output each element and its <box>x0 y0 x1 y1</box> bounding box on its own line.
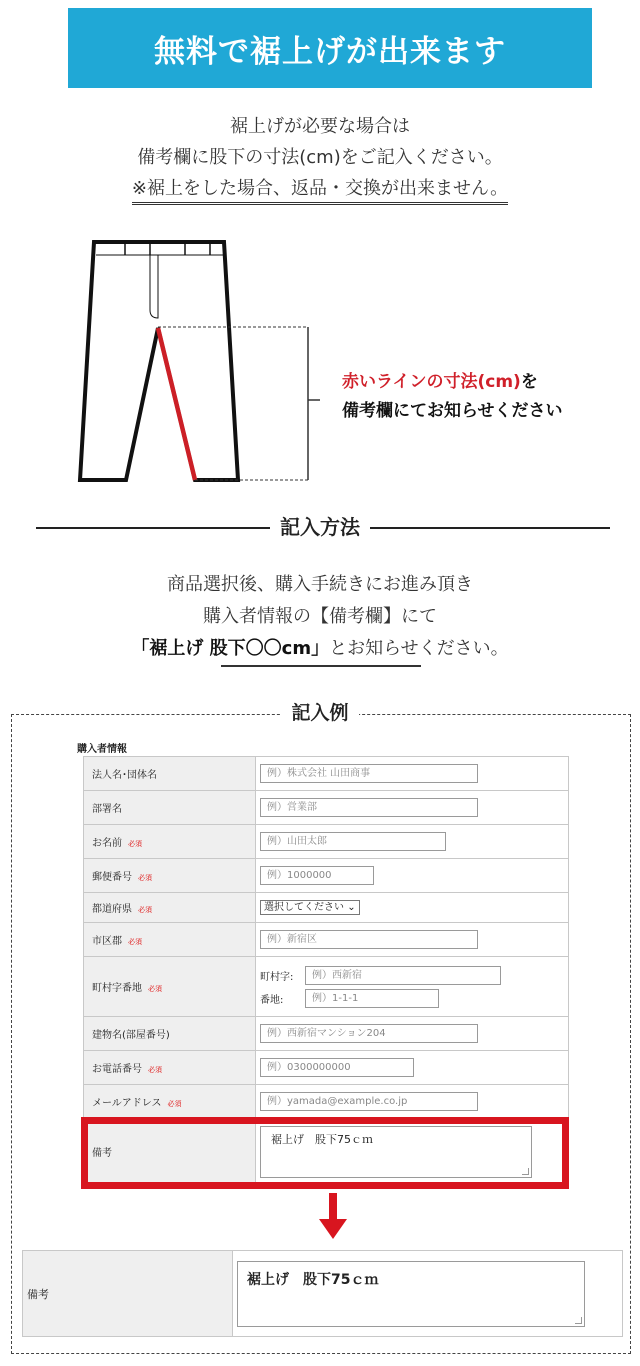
building-label: 建物名(部屋番号) <box>84 1017 256 1051</box>
form-row-town <box>84 957 569 1017</box>
address-number-input[interactable]: 例）1-1-1 <box>305 989 439 1008</box>
tel-input[interactable]: 例）0300000000 <box>260 1058 414 1077</box>
banner-title: 無料で裾上げが出来ます <box>68 8 592 88</box>
form-row-email <box>84 1085 569 1119</box>
note-line-2: 備考欄にてお知らせください <box>342 401 563 421</box>
method-line-1: 商品選択後、購入手続きにお進み頂き <box>167 574 473 595</box>
zoom-remarks-textarea[interactable] <box>237 1261 585 1327</box>
remarks-label: 備考 <box>84 1119 256 1185</box>
city-label: 市区郡 <box>92 936 122 947</box>
arrow-down-icon <box>318 1193 348 1241</box>
example-heading <box>0 699 640 727</box>
example-heading-text: 記入例 <box>281 702 358 724</box>
form-title: 購入者情報 <box>77 744 127 755</box>
zip-label-cell <box>84 859 256 893</box>
zoom-remarks-label: 備考 <box>23 1251 233 1337</box>
intro-line-1: 裾上げが必要な場合は <box>230 116 410 137</box>
form-row-company <box>84 757 569 791</box>
name-label-cell <box>84 825 256 859</box>
city-input[interactable]: 例）新宿区 <box>260 930 478 949</box>
form-row-city <box>84 923 569 957</box>
dept-input[interactable]: 例）営業部 <box>260 798 478 817</box>
resize-grip-icon[interactable] <box>575 1317 582 1324</box>
company-label: 法人名･団体名 <box>84 757 256 791</box>
required-badge: 必須 <box>148 985 162 993</box>
method-heading <box>0 512 640 542</box>
pref-select[interactable] <box>260 900 360 915</box>
form-row-zip <box>84 859 569 893</box>
zip-input[interactable]: 例）1000000 <box>260 866 374 885</box>
pants-diagram <box>70 232 320 488</box>
form-row-pref <box>84 893 569 923</box>
zoom-remarks-value: 裾上げ 股下75ｃｍ <box>247 1271 379 1288</box>
pref-label: 都道府県 <box>92 904 132 915</box>
dept-label: 部署名 <box>84 791 256 825</box>
note-red-text: 赤いラインの寸法(cm) <box>342 372 521 392</box>
zip-label: 郵便番号 <box>92 872 132 883</box>
method-line-3-tail: とお知らせください。 <box>329 638 509 659</box>
town-label: 町村字番地 <box>92 983 142 994</box>
town-input[interactable]: 例）西新宿 <box>305 966 501 985</box>
tel-label-cell <box>84 1051 256 1085</box>
remarks-highlight-frame <box>81 1117 569 1189</box>
email-label: メールアドレス <box>92 1098 162 1109</box>
note-tail-text: を <box>520 372 538 392</box>
town-label-cell <box>84 957 256 1017</box>
remarks-zoom <box>22 1250 623 1337</box>
pref-label-cell <box>84 893 256 923</box>
email-input[interactable]: 例）yamada@example.co.jp <box>260 1092 478 1111</box>
email-label-cell <box>84 1085 256 1119</box>
required-badge: 必須 <box>128 938 142 946</box>
intro-text <box>0 111 640 205</box>
method-line-3-bold: 「裾上げ 股下〇〇cm」 <box>131 638 330 659</box>
method-text <box>0 569 640 669</box>
tel-label: お電話番号 <box>92 1064 142 1075</box>
intro-warning: ※裾上をした場合、返品・交換が出来ません。 <box>132 176 508 205</box>
form-row-building <box>84 1017 569 1051</box>
name-input[interactable]: 例）山田太郎 <box>260 832 446 851</box>
town-sub-label-1: 町村字: <box>260 971 294 983</box>
form-row-dept <box>84 791 569 825</box>
required-badge: 必須 <box>138 874 152 882</box>
company-input[interactable]: 例）株式会社 山田商事 <box>260 764 478 783</box>
chevron-down-icon: ⌄ <box>347 902 356 913</box>
pref-select-value: 選択してください <box>264 902 344 913</box>
town-sub-label-2: 番地: <box>260 994 284 1006</box>
building-input[interactable]: 例）西新宿マンション204 <box>260 1024 478 1043</box>
method-heading-text: 記入方法 <box>270 515 370 539</box>
required-badge: 必須 <box>167 1100 182 1108</box>
intro-line-2: 備考欄に股下の寸法(cm)をご記入ください。 <box>137 147 503 168</box>
form-row-tel <box>84 1051 569 1085</box>
required-badge: 必須 <box>138 906 152 914</box>
method-line-2: 購入者情報の【備考欄】にて <box>203 606 437 627</box>
diagram-note <box>342 368 563 426</box>
name-label: お名前 <box>92 838 122 849</box>
required-badge: 必須 <box>128 840 142 848</box>
required-badge: 必須 <box>148 1066 162 1074</box>
town-sub-row-1 <box>260 964 568 987</box>
town-sub-row-2 <box>260 987 568 1010</box>
remarks-value: 裾上げ 股下75ｃｍ <box>271 1132 373 1146</box>
form-row-name <box>84 825 569 859</box>
city-label-cell <box>84 923 256 957</box>
